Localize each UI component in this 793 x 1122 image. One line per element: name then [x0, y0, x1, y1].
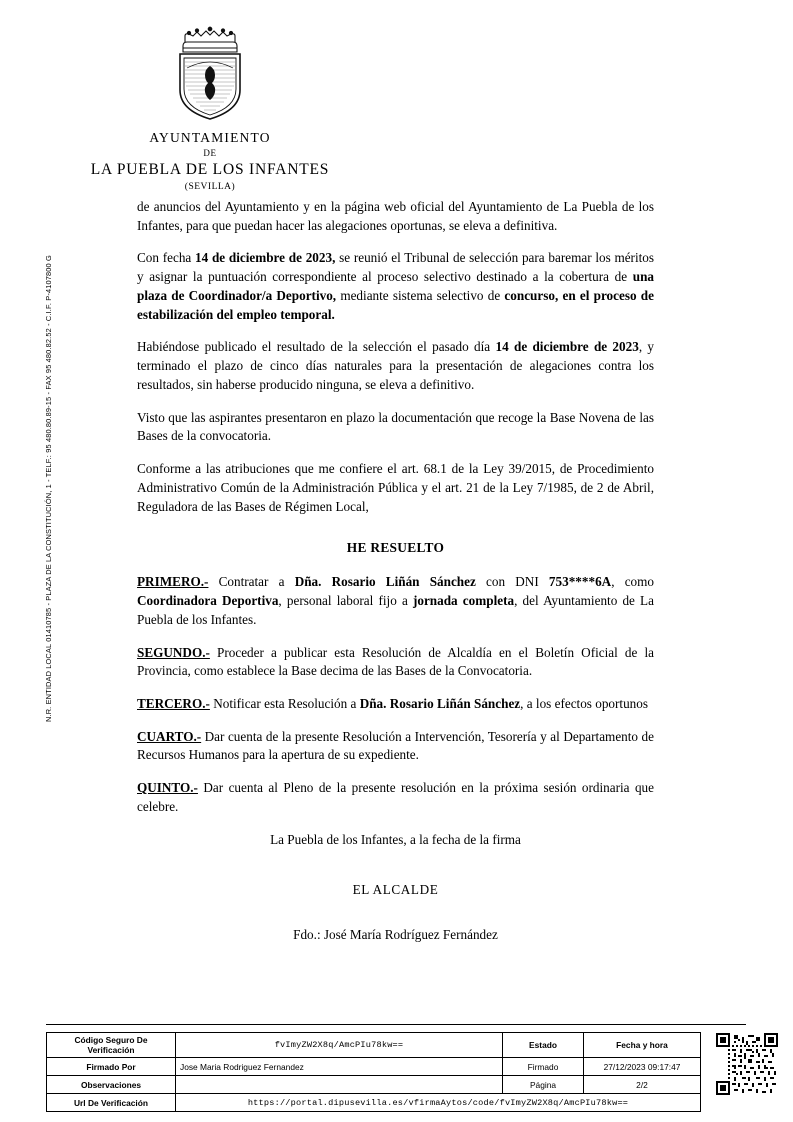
primero-part-i: , del Ayuntamiento de La Puebla de los Infantes. — [137, 593, 654, 627]
p2-date: 14 de diciembre de 2023, — [195, 250, 336, 266]
qr-code-icon — [716, 1033, 778, 1095]
primero-dni: 753****6A — [548, 574, 612, 590]
clause-quinto — [137, 779, 654, 816]
fecha-hora-value: 27/12/2023 09:17:47 — [584, 1058, 701, 1076]
primero-part-a: Contratar a — [208, 574, 295, 590]
pagina-label: Página — [503, 1076, 584, 1094]
p2-part-e: mediante sistema selectivo de — [336, 287, 505, 303]
document-body — [137, 198, 654, 945]
org-name-line1: AYUNTAMIENTO — [149, 130, 271, 145]
paragraph-3 — [137, 338, 654, 394]
clause-segundo — [137, 644, 654, 681]
verification-table — [46, 1032, 701, 1112]
document-header — [0, 22, 420, 192]
observaciones-value — [176, 1076, 503, 1094]
clause-quinto-label: QUINTO.- — [137, 780, 198, 796]
cuarto-text: Dar cuenta de la presente Resolución a Intervención, Tesorería y al Departamento de Recursos Humanos para la apertura de su expediente. — [137, 728, 654, 763]
clause-primero-label: PRIMERO.- — [137, 574, 209, 590]
primero-part-e: , como — [611, 574, 654, 590]
clause-segundo-label: SEGUNDO.- — [137, 644, 210, 660]
estado-label: Estado — [503, 1033, 584, 1058]
quinto-text: Dar cuenta al Pleno de la presente resolución en la próxima sesión ordinaria que celebre. — [137, 780, 654, 814]
p2-part-c: se reunió el Tribunal de selección para baremar los méritos y asignar la puntuación correspondiente al proceso selectivo destinado a la cobertura de — [137, 250, 655, 285]
paragraph-2 — [137, 249, 654, 324]
entity-registry-sidetext: N.R. ENTIDAD LOCAL 01410785 - PLAZA DE LA CONSTITUCIÓN, 1 - TELF.: 95 480.80.89-15 - FAX 95 480.82.52 - C.I.F. P-4107800 G — [44, 255, 53, 722]
signer-name: Fdo.: José María Rodríguez Fernández — [293, 927, 498, 943]
resolution-heading: HE RESUELTO — [346, 540, 445, 556]
paragraph-4: Visto que las aspirantes presentaron en plazo la documentación que recoge la Base Novena de las Bases de la convocatoria. — [137, 409, 654, 444]
p2-process: concurso, en el proceso de estabilización del empleo temporal. — [137, 287, 654, 322]
org-name-line3: LA PUEBLA DE LOS INFANTES — [90, 161, 330, 178]
clause-tercero — [137, 695, 654, 714]
csv-value: fvImyZW2X8q/AmcPIu78kw== — [176, 1033, 503, 1058]
p3-part-a: Habiéndose publicado el resultado de la selección el pasado día — [137, 339, 496, 355]
url-verificacion-value[interactable]: https://portal.dipusevilla.es/vfirmaAytos/code/fvImyZW2X8q/AmcPIu78kw== — [176, 1094, 701, 1112]
p3-date: 14 de diciembre de 2023 — [495, 339, 639, 355]
tercero-part-c: , a los efectos oportunos — [520, 695, 648, 711]
org-province: (SEVILLA) — [184, 182, 236, 192]
coat-of-arms-icon — [167, 22, 253, 122]
table-row — [47, 1094, 701, 1112]
place-and-date: La Puebla de los Infantes, a la fecha de la firma — [270, 831, 521, 847]
paragraph-1: de anuncios del Ayuntamiento y en la página web oficial del Ayuntamiento de La Puebla de los Infantes, para que puedan hacer las alegaciones oportunas, se eleva a definitiva. — [137, 199, 654, 233]
primero-part-c: con DNI — [475, 574, 549, 590]
firmado-por-label: Firmado Por — [47, 1058, 176, 1076]
url-verificacion-label: Url De Verificación — [47, 1094, 176, 1112]
table-row — [47, 1058, 701, 1076]
tercero-part-a: Notificar esta Resolución a — [209, 695, 360, 711]
clause-cuarto-label: CUARTO.- — [137, 728, 202, 744]
segundo-text: Proceder a publicar esta Resolución de Alcaldía en el Boletín Oficial de la Provincia, como establece la Base decima de las Bases de la Convocatoria. — [137, 644, 654, 679]
signer-title: EL ALCALDE — [352, 882, 439, 898]
primero-part-g: , personal laboral fijo a — [278, 593, 413, 609]
qr-code[interactable] — [716, 1033, 778, 1095]
tercero-person: Dña. Rosario Liñán Sánchez — [359, 695, 521, 711]
verification-block — [46, 1032, 746, 1112]
primero-person: Dña. Rosario Liñán Sánchez — [294, 574, 476, 590]
estado-value: Firmado — [503, 1058, 584, 1076]
p3-part-c: , y terminado el plazo de cinco días naturales para la presentación de alegaciones contra los resultados, sin haberse producido ninguna, se eleva a definitivo. — [137, 339, 655, 392]
clause-cuarto — [137, 728, 654, 765]
pagina-value: 2/2 — [584, 1076, 701, 1094]
footer-divider — [46, 1024, 746, 1025]
table-row — [47, 1076, 701, 1094]
table-row — [47, 1033, 701, 1058]
fecha-hora-label: Fecha y hora — [584, 1033, 701, 1058]
p2-part-a: Con fecha — [137, 250, 196, 266]
org-name-line2: DE — [203, 148, 217, 158]
clause-tercero-label: TERCERO.- — [137, 695, 210, 711]
primero-schedule: jornada completa — [412, 593, 515, 609]
firmado-por-value: Jose Maria Rodriguez Fernandez — [176, 1058, 503, 1076]
p2-post: una plaza de Coordinador/a Deportivo, — [137, 269, 654, 303]
csv-label: Código Seguro De Verificación — [47, 1033, 176, 1058]
primero-role: Coordinadora Deportiva — [137, 593, 279, 609]
observaciones-label: Observaciones — [47, 1076, 176, 1094]
clause-primero — [137, 573, 654, 629]
paragraph-5: Conforme a las atribuciones que me confiere el art. 68.1 de la Ley 39/2015, de Procedimiento Administrativo Común de la Administración Pública y el art. 21 de la Ley 7/1985, de 2 de Abril, Reguladora de las Bases de Régimen Local, — [137, 461, 654, 514]
